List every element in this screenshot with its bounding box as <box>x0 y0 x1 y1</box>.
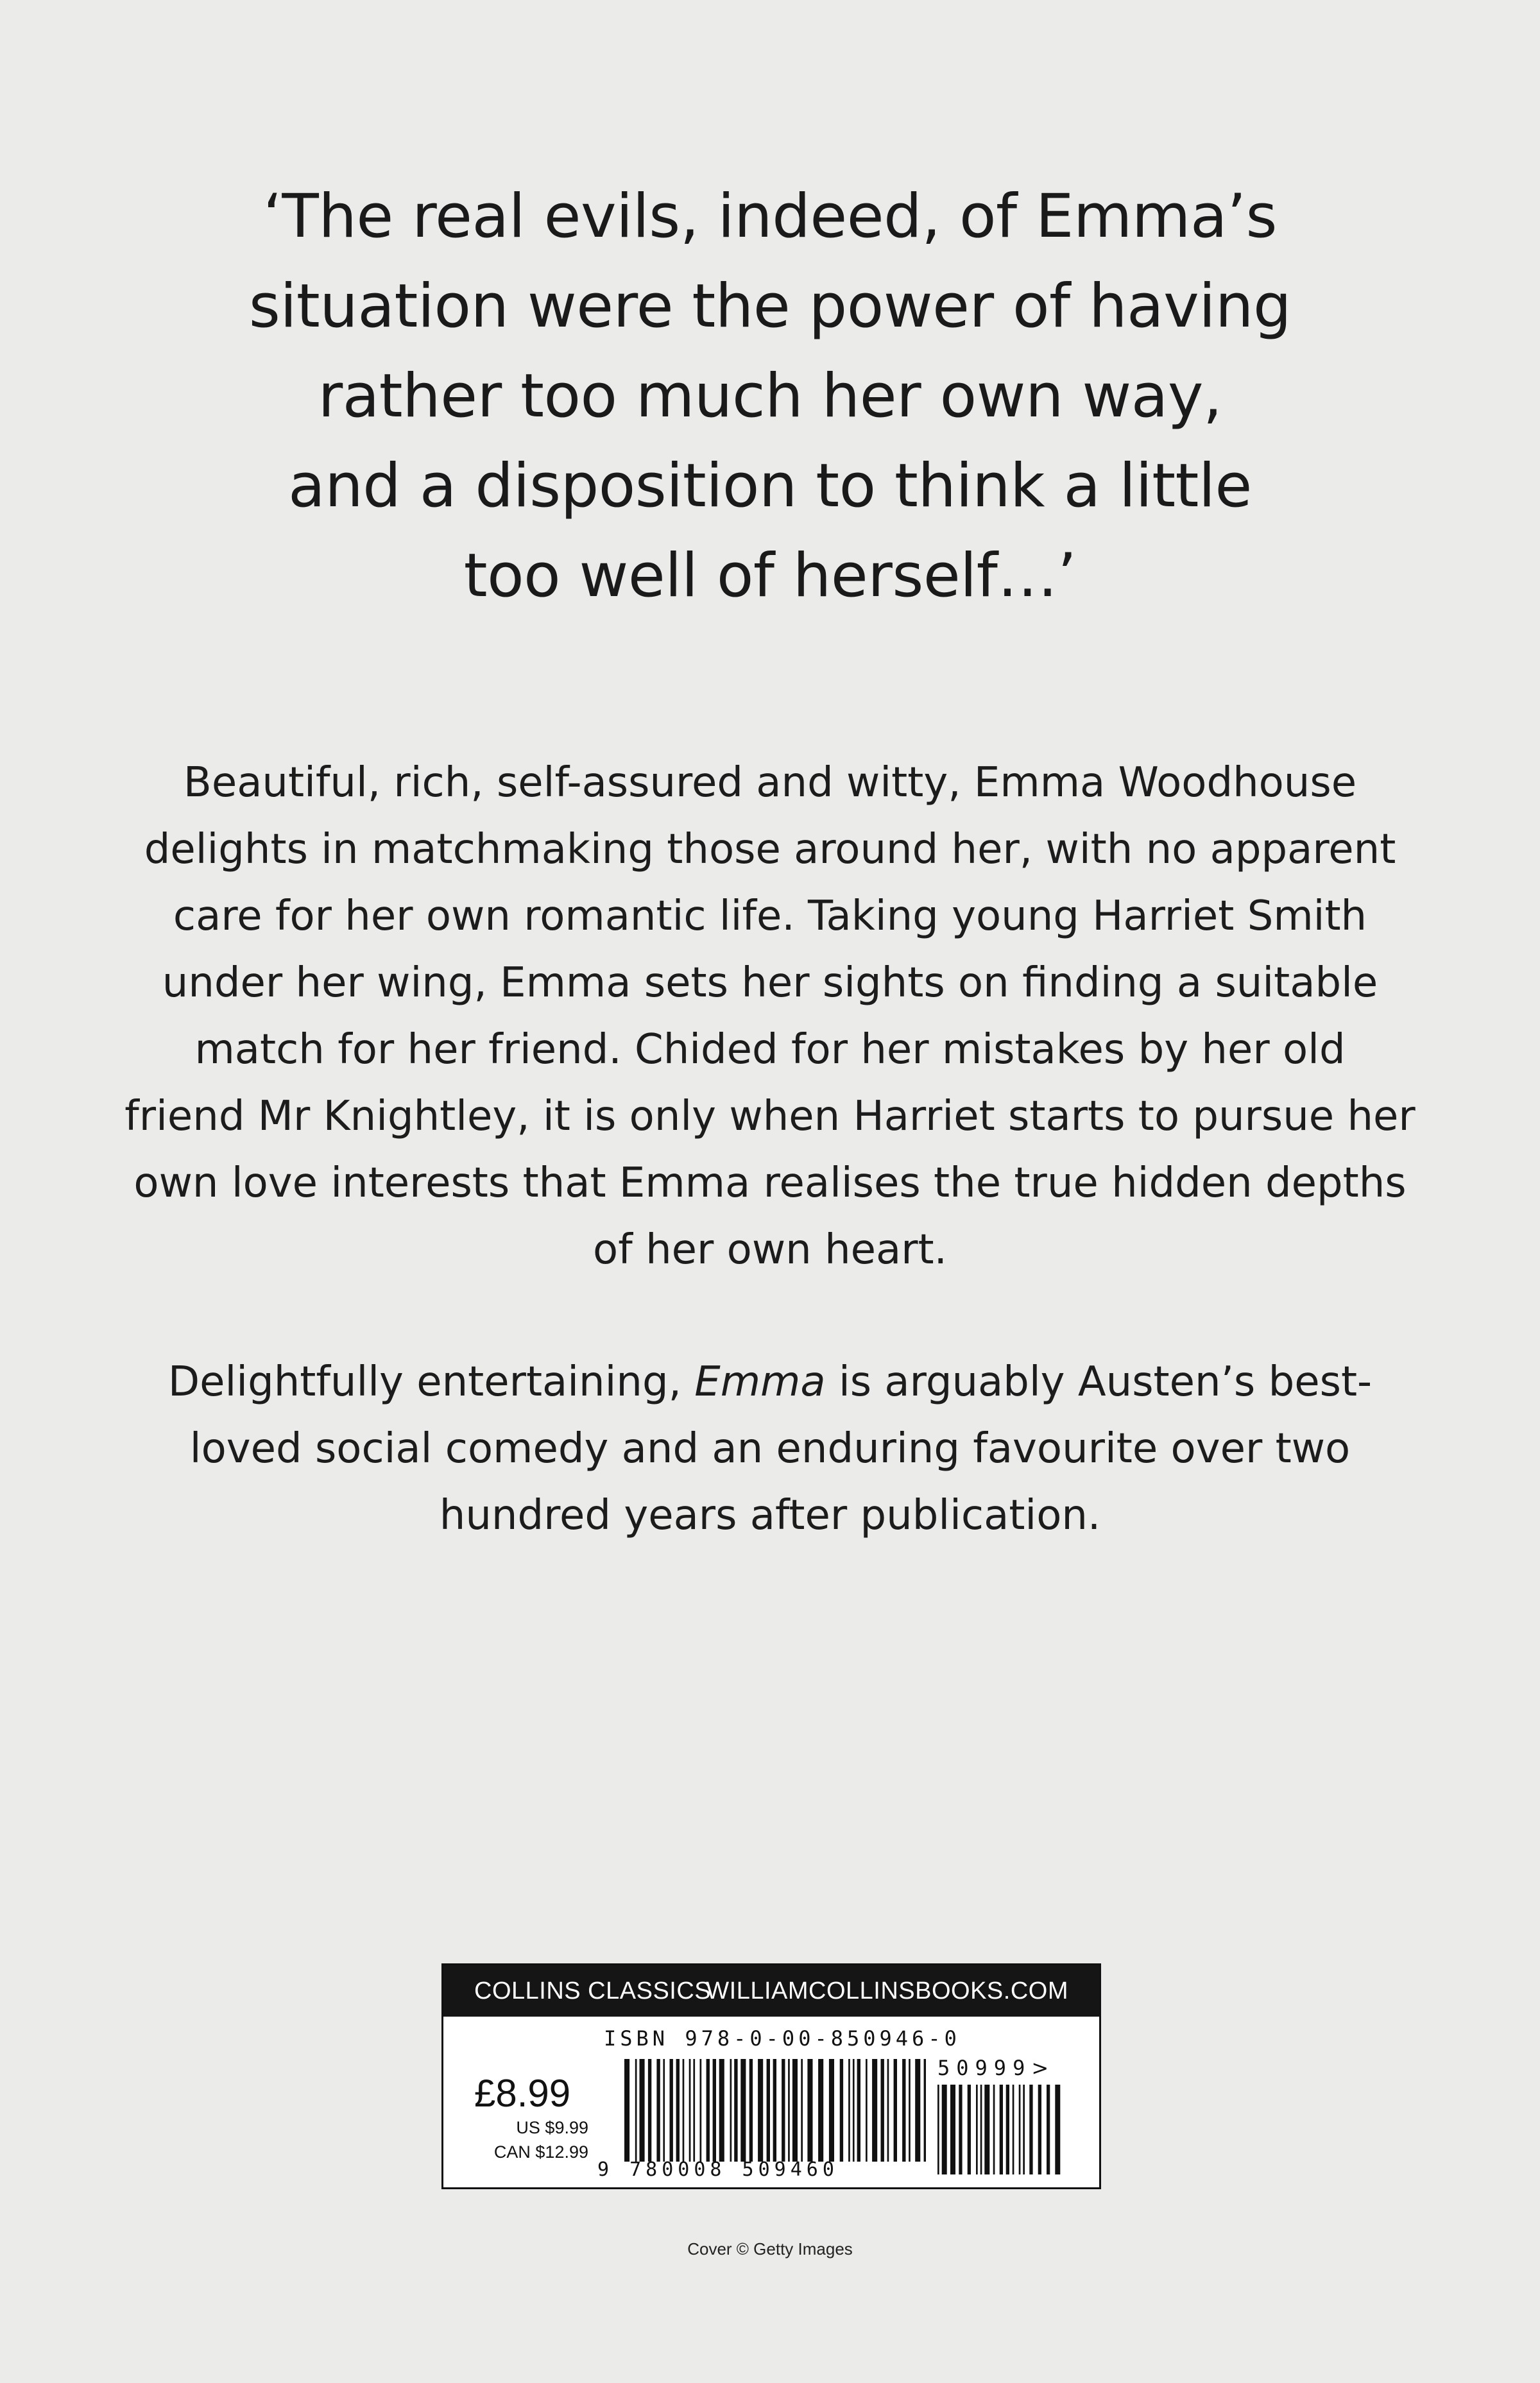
isbn-label: ISBN 978-0-00-850946-0 <box>604 2026 961 2051</box>
pull-quote <box>0 172 1540 621</box>
barcode-bar <box>1047 2085 1050 2174</box>
price-us: US $9.99 <box>516 2118 588 2137</box>
addon-number: 50999 <box>937 2056 1032 2080</box>
barcode-header <box>443 1965 1099 2017</box>
barcode-bar <box>801 2059 803 2162</box>
quote-line: situation were the power of having <box>248 271 1292 341</box>
blurb-text: Delightfully entertaining, <box>167 1358 695 1406</box>
blurb-paragraph <box>0 1349 1540 1549</box>
barcode-bar <box>1019 2085 1021 2174</box>
barcode-bar <box>689 2059 691 2162</box>
blurb-line: care for her own romantic life. Taking young Harriet Smith <box>173 893 1367 940</box>
blurb-line: own love interests that Emma realises the true hidden depths <box>133 1159 1407 1207</box>
barcode-bar <box>807 2059 812 2162</box>
barcode-bar <box>758 2059 763 2162</box>
barcode-bar <box>968 2085 971 2174</box>
barcode-bar <box>693 2059 695 2162</box>
barcode-bar <box>767 2059 770 2162</box>
barcode-bar <box>1055 2085 1060 2174</box>
barcode-bar <box>734 2059 737 2162</box>
barcode-bar <box>872 2059 877 2162</box>
price-can: CAN $12.99 <box>493 2142 588 2162</box>
barcode-bar <box>663 2059 665 2162</box>
barcode-bar <box>853 2059 855 2162</box>
barcode-bar <box>866 2059 868 2162</box>
blurb-line <box>0 1349 1540 1415</box>
blurb-paragraph <box>0 749 1540 1283</box>
barcode-bar <box>950 2085 955 2174</box>
barcode-bar <box>937 2085 939 2174</box>
barcode-bar <box>980 2085 982 2174</box>
barcode-bar <box>840 2059 843 2162</box>
barcode-bar <box>887 2059 889 2162</box>
barcode-bar <box>749 2059 753 2162</box>
barcode-bar <box>915 2059 920 2162</box>
blurb-line: loved social comedy and an enduring favourite over two <box>189 1425 1351 1473</box>
quote-line: and a disposition to think a little <box>288 451 1252 521</box>
blurb-line: delights in matchmaking those around her, with no apparent <box>144 826 1396 873</box>
quote-line: ‘The real evils, indeed, of Emma’s <box>263 182 1277 252</box>
barcode-bar <box>676 2059 680 2162</box>
addon-digits <box>937 2056 1055 2080</box>
barcode-bar <box>719 2059 724 2162</box>
price-uk: £8.99 <box>474 2072 571 2115</box>
addon-barcode-icon <box>937 2085 1066 2174</box>
barcode-bar <box>788 2059 790 2162</box>
quote-line: too well of herself…’ <box>463 541 1077 611</box>
barcode-bar <box>902 2059 905 2162</box>
publisher-website: WILLIAMCOLLINSBOOKS.COM <box>706 1977 1068 2004</box>
barcode-bar <box>942 2085 947 2174</box>
barcode-bar <box>740 2059 746 2162</box>
barcode-bar <box>829 2059 834 2162</box>
barcode-bar <box>909 2059 911 2162</box>
barcode-bar <box>1006 2085 1009 2174</box>
ean-digits: 9 780008 509460 <box>597 2158 839 2181</box>
barcode-bar <box>713 2059 716 2162</box>
barcode-bar <box>1029 2085 1032 2174</box>
barcode-bar <box>670 2059 673 2162</box>
addon-arrow: > <box>1031 2056 1056 2080</box>
blurb-line: match for her friend. Chided for her mistakes by her old <box>194 1026 1346 1073</box>
barcode-bar <box>959 2085 962 2174</box>
barcode-bar <box>881 2059 884 2162</box>
book-title: Emma <box>694 1358 826 1406</box>
barcode-bar <box>700 2059 702 2162</box>
blurb-line: under her wing, Emma sets her sights on finding a suitable <box>162 959 1378 1007</box>
blurb-line: hundred years after publication. <box>439 1492 1101 1539</box>
blurb-text: is arguably Austen’s best- <box>825 1358 1373 1406</box>
barcode-bar <box>1000 2085 1003 2174</box>
barcode-bar <box>706 2059 710 2162</box>
barcode-bar <box>993 2085 995 2174</box>
ean-barcode-icon <box>624 2059 926 2162</box>
barcode-bar <box>894 2059 897 2162</box>
series-name: COLLINS CLASSICS <box>474 1977 712 2004</box>
barcode-panel <box>441 1963 1101 2189</box>
barcode-bar <box>773 2059 776 2162</box>
barcode-bar <box>984 2085 989 2174</box>
barcode-bar <box>792 2059 798 2162</box>
barcode-bar <box>1023 2085 1025 2174</box>
barcode-bar <box>848 2059 850 2162</box>
blurb-line: Beautiful, rich, self-assured and witty, Emma Woodhouse <box>183 759 1357 807</box>
cover-credit: Cover © Getty Images <box>687 2239 853 2259</box>
barcode-bar <box>818 2059 823 2162</box>
barcode-bar <box>924 2059 926 2162</box>
barcode-bar <box>782 2059 785 2162</box>
barcode-bar <box>635 2059 637 2162</box>
barcode-bar <box>1038 2085 1041 2174</box>
barcode-bar <box>683 2059 685 2162</box>
quote-line: rather too much her own way, <box>318 361 1222 431</box>
blurb-line: friend Mr Knightley, it is only when Harriet starts to pursue her <box>124 1093 1416 1140</box>
barcode-bar <box>640 2059 645 2162</box>
barcode-bar <box>648 2059 651 2162</box>
barcode-bar <box>857 2059 860 2162</box>
blurb-line: of her own heart. <box>593 1226 947 1274</box>
barcode-bar <box>1013 2085 1014 2174</box>
barcode-bar <box>624 2059 629 2162</box>
barcode-bar <box>656 2059 660 2162</box>
barcode-bar <box>976 2085 978 2174</box>
barcode-bar <box>730 2059 732 2162</box>
